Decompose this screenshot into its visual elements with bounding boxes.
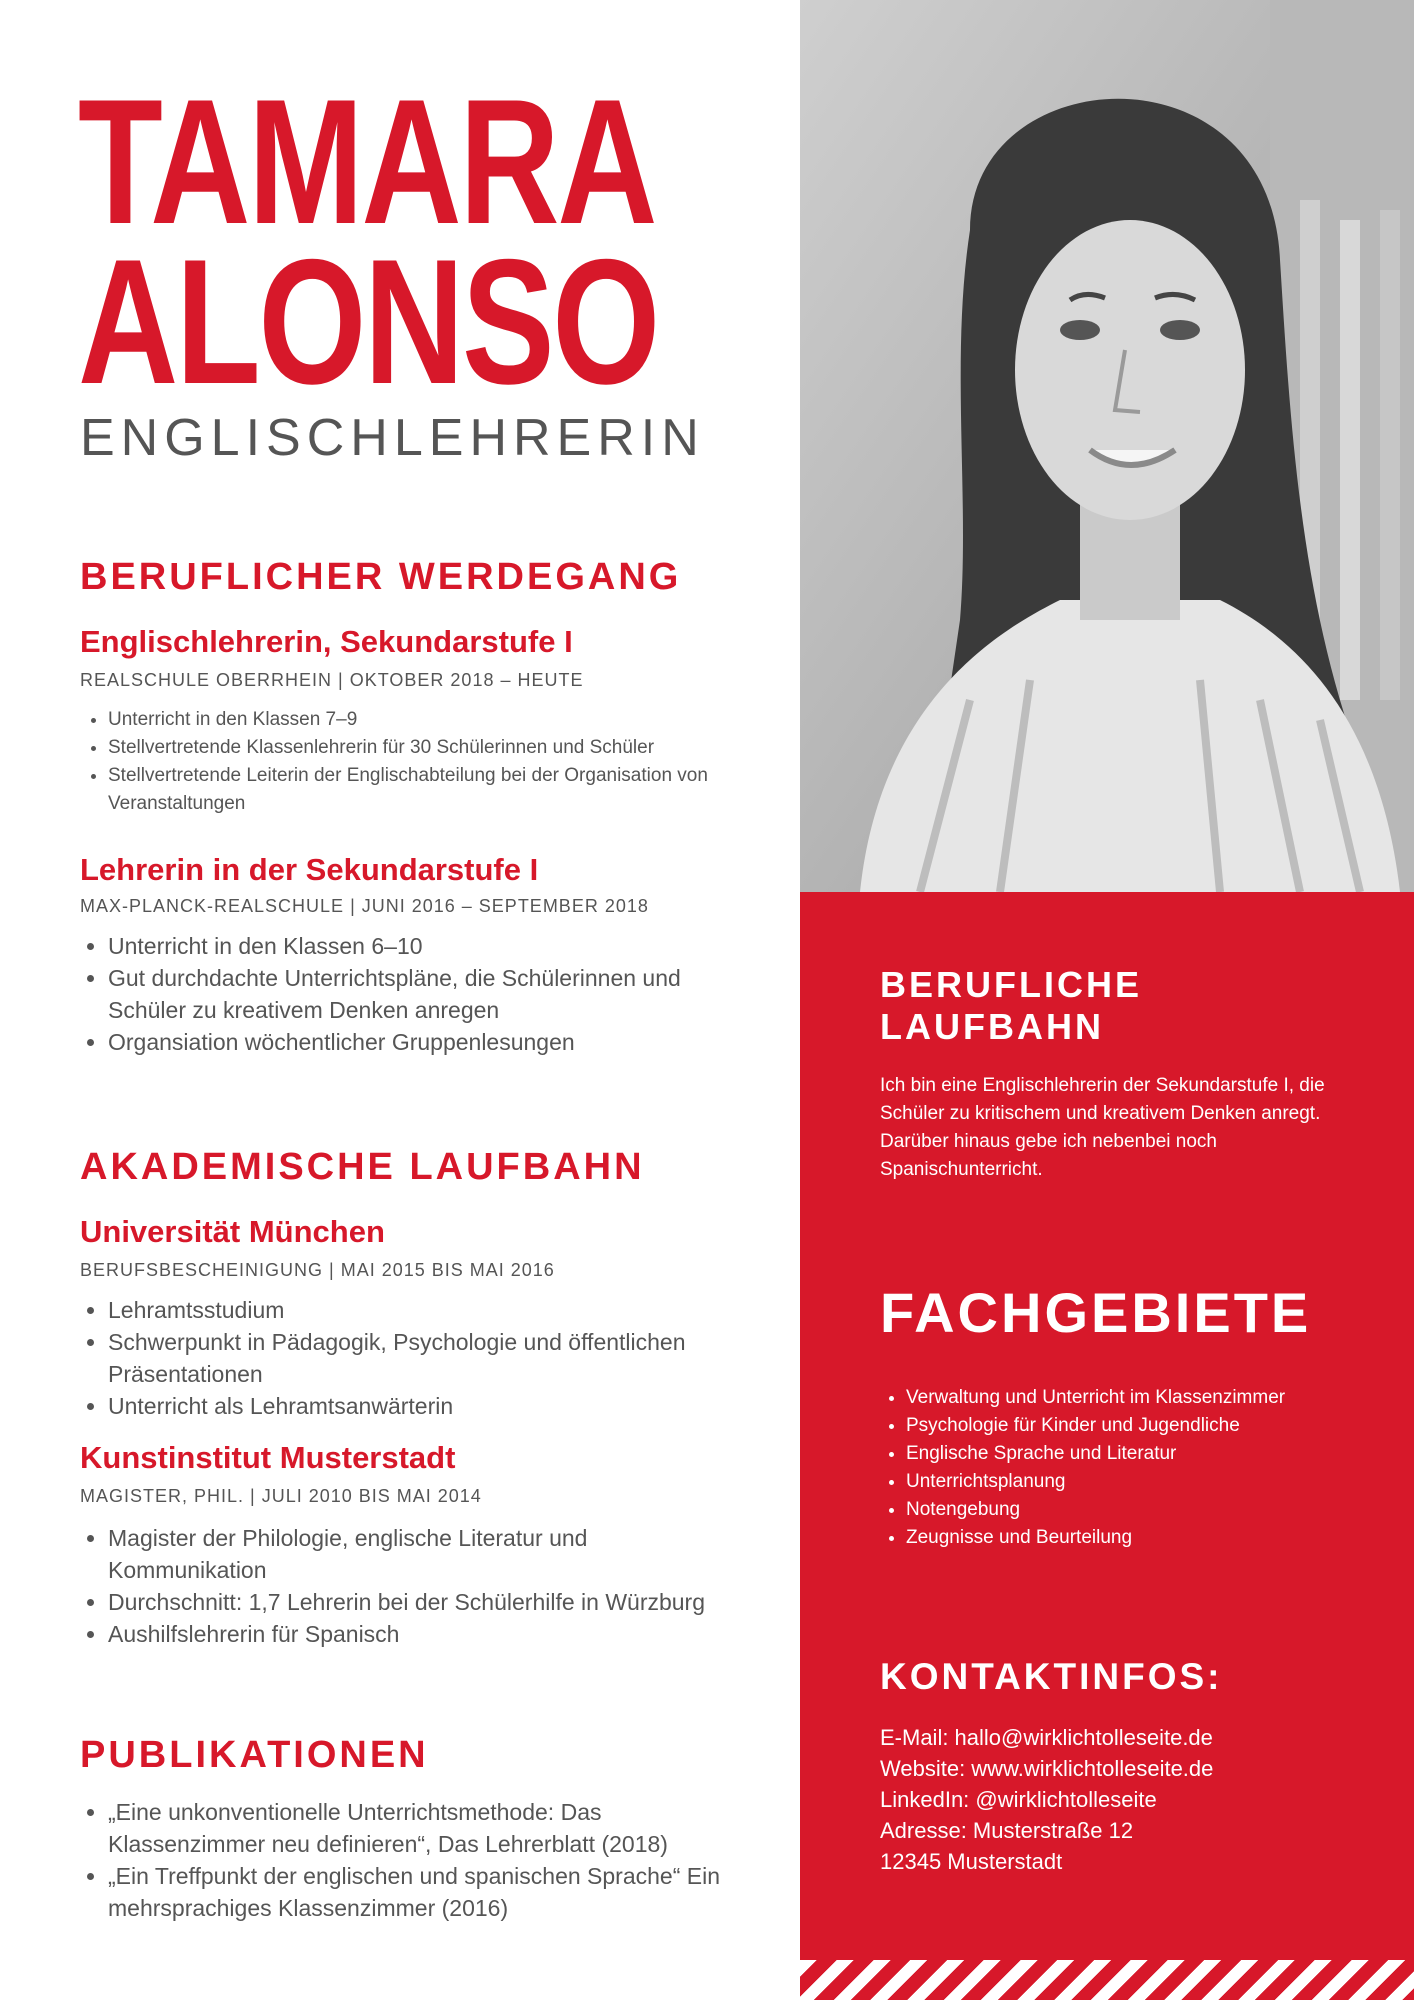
contact-address-line-1: Adresse: Musterstraße 12: [880, 1818, 1134, 1843]
list-item: • Verwaltung und Unterricht im Klassenzimmer: [906, 1384, 1285, 1412]
profile-title-line-1: BERUFLICHE: [880, 964, 1142, 1005]
profile-title-line-2: LAUFBAHN: [880, 1006, 1104, 1047]
skills-title: FACHGEBIETE: [880, 1281, 1312, 1344]
academic-section-title: AKADEMISCHE LAUFBAHN: [80, 1146, 645, 1188]
profile-text: Ich bin eine Englischlehrerin der Sekundarstufe I, die Schüler zu kritischem und kreativem Denken anregt. Darüber hinaus gebe ich nebenbei noch Spanischunterricht.: [880, 1075, 1325, 1180]
list-item: • Notengebung: [906, 1496, 1285, 1524]
contact-website[interactable]: Website: www.wirklichtolleseite.de: [880, 1756, 1214, 1781]
portrait-photo-icon: [800, 0, 1414, 892]
list-item: • Lehramtsstudium: [108, 1294, 728, 1326]
list-item: • Aushilfslehrerin für Spanisch: [108, 1618, 748, 1650]
candidate-name: [78, 62, 658, 421]
list-item: • Stellvertretende Leiterin der Englischabteilung bei der Organisation von Veranstaltungen: [108, 762, 748, 818]
job-2-list: [80, 930, 708, 1058]
list-item: • Englische Sprache und Literatur: [906, 1440, 1285, 1468]
list-item: • Unterricht als Lehramtsanwärterin: [108, 1390, 728, 1422]
job-2-title: Lehrerin in der Sekundarstufe I: [80, 852, 539, 887]
list-item: • Unterrichtsplanung: [906, 1468, 1285, 1496]
list-item: • Organsiation wöchentlicher Gruppenlesungen: [108, 1026, 708, 1058]
list-item: • „Ein Treffpunkt der englischen und spanischen Sprache“ Ein mehrsprachiges Klassenzimmer (2016): [108, 1860, 748, 1924]
list-item: • „Eine unkonventionelle Unterrichtsmethode: Das Klassenzimmer neu definieren“, Das Lehrerblatt (2018): [108, 1796, 748, 1860]
job-2-meta: MAX-PLANCK-REALSCHULE | JUNI 2016 – SEPTEMBER 2018: [80, 896, 649, 916]
contact-email[interactable]: E-Mail: hallo@wirklichtolleseite.de: [880, 1725, 1213, 1750]
edu-2-list: [80, 1522, 748, 1650]
list-item: • Unterricht in den Klassen 7–9: [108, 706, 748, 734]
profile-title: [880, 964, 1142, 1048]
contact-linkedin[interactable]: LinkedIn: @wirklichtolleseite: [880, 1787, 1157, 1812]
decorative-stripes: [800, 1960, 1414, 2000]
list-item: • Stellvertretende Klassenlehrerin für 30 Schülerinnen und Schüler: [108, 734, 748, 762]
last-name: ALONSO: [78, 222, 658, 421]
publications-section-title: PUBLIKATIONEN: [80, 1734, 429, 1776]
list-item: • Unterricht in den Klassen 6–10: [108, 930, 708, 962]
job-1-list: [80, 706, 748, 818]
contact-block: [880, 1722, 1213, 1877]
contact-address-line-2: 12345 Musterstadt: [880, 1849, 1063, 1874]
skills-list: [880, 1384, 1285, 1552]
edu-1-title: Universität München: [80, 1214, 385, 1249]
publications-list: [80, 1796, 748, 1924]
job-role: ENGLISCHLEHRERIN: [80, 409, 705, 467]
edu-1-list: [80, 1294, 728, 1422]
job-1-title: Englischlehrerin, Sekundarstufe I: [80, 624, 573, 659]
job-1-meta: REALSCHULE OBERRHEIN | OKTOBER 2018 – HEUTE: [80, 670, 584, 690]
list-item: • Psychologie für Kinder und Jugendliche: [906, 1412, 1285, 1440]
list-item: • Durchschnitt: 1,7 Lehrerin bei der Schülerhilfe in Würzburg: [108, 1586, 748, 1618]
portrait-photo: [800, 0, 1414, 892]
list-item: • Gut durchdachte Unterrichtspläne, die Schülerinnen und Schüler zu kreativem Denken anregen: [108, 962, 708, 1026]
first-name: TAMARA: [78, 62, 656, 261]
list-item: • Zeugnisse und Beurteilung: [906, 1524, 1285, 1552]
contact-title: KONTAKTINFOS:: [880, 1656, 1223, 1697]
edu-1-meta: BERUFSBESCHEINIGUNG | MAI 2015 BIS MAI 2016: [80, 1260, 555, 1280]
list-item: • Magister der Philologie, englische Literatur und Kommunikation: [108, 1522, 748, 1586]
edu-2-meta: MAGISTER, PHIL. | JULI 2010 BIS MAI 2014: [80, 1486, 482, 1506]
career-section-title: BERUFLICHER WERDEGANG: [80, 556, 682, 598]
info-panel: [800, 892, 1414, 2000]
edu-2-title: Kunstinstitut Musterstadt: [80, 1440, 456, 1475]
list-item: • Schwerpunkt in Pädagogik, Psychologie und öffentlichen Präsentationen: [108, 1326, 728, 1390]
